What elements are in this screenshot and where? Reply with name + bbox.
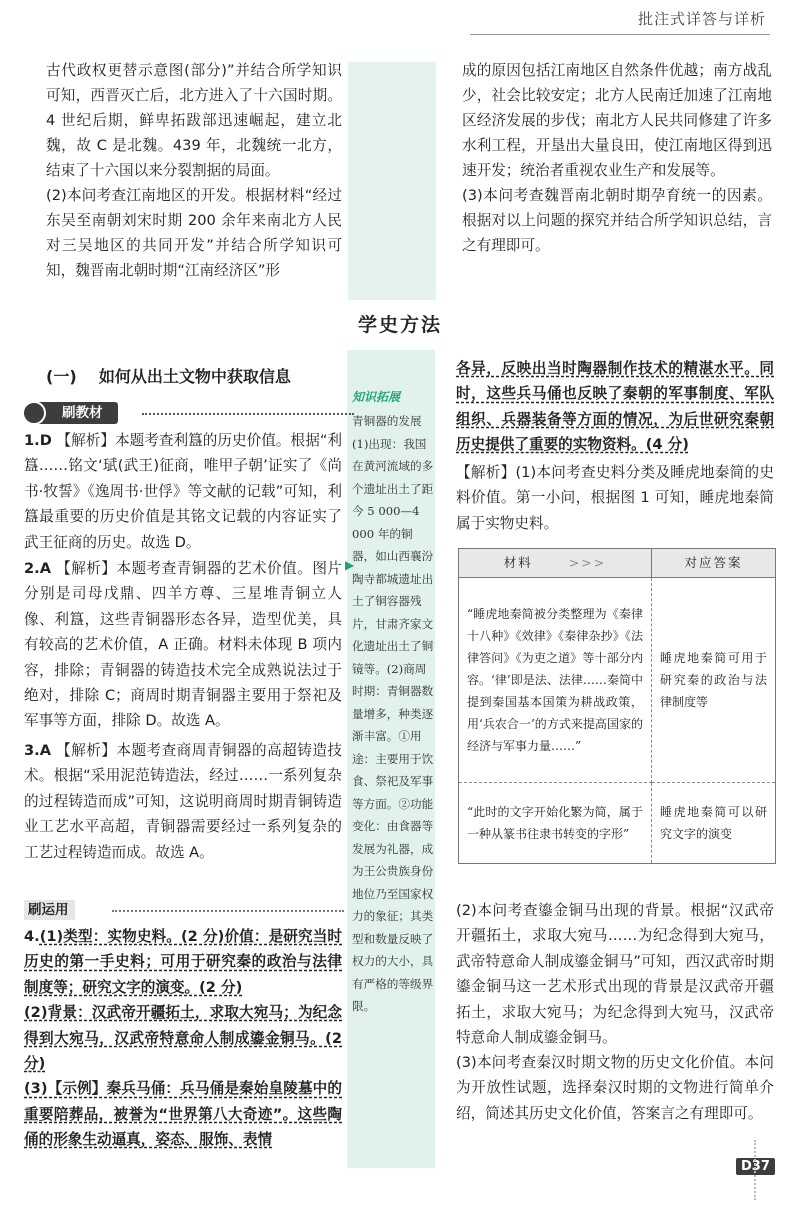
analysis-tag: 【解析】	[56, 742, 117, 759]
answer-text: 本题考查青铜器的艺术价值。图片分别是司母戊鼎、四羊方尊、三星堆青铜立人像、利簋，这些青铜器形态各异，造型优美，具有较高的艺术价值，A 正确。材料未体现 B 项内容，排除；青铜器的铸造技术完全成熟说法过于绝对，排除 C；商周时期青铜器主要用于祭祀及军事等方面，排除 D。故选 A。	[24, 560, 342, 730]
page-header: 批注式详答与详析	[637, 10, 766, 28]
answer-part-2: (2)背景：汉武帝开疆拓土，求取大宛马；为纪念得到大宛马，汉武帝特意命人制成鎏金铜马。(2 分)	[24, 1004, 342, 1073]
answer-number: 1.	[24, 432, 40, 449]
answer-number: 4.	[24, 928, 40, 945]
dotted-divider	[142, 413, 354, 415]
material-table	[458, 548, 776, 864]
badge-label: 刷教材	[36, 402, 118, 424]
analysis-tag: 【解析】	[56, 560, 117, 577]
section-title: 学史方法	[357, 314, 442, 336]
section-badge-2: 刷运用	[24, 900, 75, 920]
answer-letter: A	[39, 742, 51, 759]
top-right-column	[462, 58, 772, 258]
table-header-row	[459, 549, 776, 578]
answer-letter: A	[39, 560, 51, 577]
answer-text: 本题考查利簋的历史价值。根据“利簋……铭文‘珷(武王)征商，唯甲子朝’证实了《尚书·牧誓》《逸周书·世俘》等文献的记载”可知，利簋最重要的历史价值是其铭文记载的内容证实了武王征商的历史。故选 D。	[24, 432, 343, 551]
answer-text: 本题考查商周青铜器的高超铸造技术。根据“采用泥范铸造法，经过……一系列复杂的过程铸造而成”可知，这说明商周时期青铜铸造业工艺水平高超，青铜器需要经过一系列复杂的工艺过程铸造而成。故选 A。	[24, 742, 342, 861]
analysis-tag: 【解析】	[56, 432, 116, 449]
paragraph: (2)本问考查江南地区的开发。根据材料“经过东吴至南朝刘宋时期 200 余年来南北方人民对三吴地区的共同开发”并结合所学知识可知，魏晋南北朝时期“江南经济区”形	[46, 187, 342, 279]
sidebar-text: 青铜器的发展(1)出现：我国在黄河流域的多个遗址出土了距今 5 000—4 000 年的铜器，如山西襄汾陶寺都城遗址出土了铜容器残片，甘肃齐家文化遗址出土了铜镜等。(2)商周时期：青铜器数量增多，种类逐渐丰富。①用途：主要用于饮食、祭祀及军事等方面。②功能变化：由食器等发展为礼器，成为王公贵族身份地位乃至国家权力的象征；其类型和数量反映了权力的大小，具有严格的等级界限。	[352, 414, 434, 1013]
table-row	[459, 783, 776, 864]
answer-number: 3.	[24, 742, 40, 759]
answer-part-1: (1)类型：实物史料。(2 分)价值：是研究当时历史的第一手史料；可用于研究秦的政治与法律制度等；研究文字的演变。(2 分)	[24, 928, 342, 996]
topic-title: 如何从出土文物中获取信息	[98, 367, 291, 386]
analysis-paragraph-2: (2)本问考查鎏金铜马出现的背景。根据“汉武帝开疆拓土，求取大宛马……为纪念得到大宛马，武帝特意命人制成鎏金铜马”可知，西汉武帝时期鎏金铜马这一艺术形式出现的背景是汉武帝开疆拓土，求取大宛马；为纪念得到大宛马，汉武帝特意命人制成鎏金铜马。	[456, 902, 775, 1047]
badge-circle-icon	[22, 401, 46, 425]
paragraph: 成的原因包括江南地区自然条件优越；南方战乱少，社会比较安定；北方人民南迁加速了江南地区经济发展的步伐；南北方人民共同修建了许多水利工程，开垦出大量良田，使江南地区得到迅速开发；统治者重视农业生产和发展等。	[462, 62, 772, 179]
paragraph: (3)本问考查魏晋南北朝时期孕育统一的因素。根据对以上问题的探究并结合所学知识总结，言之有理即可。	[462, 187, 772, 254]
header-rule	[470, 34, 770, 35]
section-badge	[22, 401, 140, 425]
top-left-column	[46, 58, 342, 283]
answer-4	[24, 924, 342, 1153]
answer-part-3: (3)【示例】秦兵马俑：兵马俑是秦始皇陵墓中的重要陪葬品，被誉为“世界第八大奇迹”。这些陶俑的形象生动逼真，姿态、服饰、表情	[24, 1080, 342, 1149]
arrows-icon: >>>	[568, 555, 607, 570]
header-label: 材料	[503, 555, 533, 570]
table-cell: 睡虎地秦简可以研究文字的演变	[652, 783, 776, 864]
answer-1	[24, 428, 342, 555]
edge-decoration	[754, 1140, 786, 1200]
table-header-material	[459, 549, 652, 578]
dotted-divider	[112, 910, 344, 912]
table-cell: “此时的文字开始化繁为简，属于一种从篆书往隶书转变的字形”	[459, 783, 652, 864]
sidebar-tag: 知识拓展	[352, 390, 401, 404]
table-row	[459, 578, 776, 783]
table-cell: 睡虎地秦简可用于研究秦的政治与法律制度等	[652, 578, 776, 783]
analysis-paragraph: 【解析】(1)本问考查史料分类及睡虎地秦简的史料价值。第一小问，根据图 1 可知，睡虎地秦简属于实物史料。	[456, 464, 774, 532]
table-cell: “睡虎地秦简被分类整理为《秦律十八种》《效律》《秦律杂抄》《法律答问》《为吏之道》等十部分内容。‘律’即是法、法律……秦简中提到秦国基本国策为耕战政策，用‘兵农合一’的方式来提高国家的经济与军事力量……”	[459, 578, 652, 783]
table-header-answer: 对应答案	[652, 549, 776, 578]
topic-number: (一)	[46, 367, 77, 386]
answer-letter: D	[39, 432, 52, 449]
answer-2	[24, 556, 342, 734]
answer-3	[24, 738, 342, 865]
page-number: D37	[736, 1158, 775, 1175]
answer-4-continued: 各异，反映出当时陶器制作技术的精湛水平。同时，这些兵马俑也反映了秦朝的军事制度、军队组织、兵器装备等方面的情况，为后世研究秦朝历史提供了重要的实物资料。(4 分)	[456, 360, 774, 454]
sidebar-strip-top	[348, 62, 436, 300]
analysis-paragraph-3: (3)本问考查秦汉时期文物的历史文化价值。本问为开放性试题，选择秦汉时期的文物进行简单介绍，简述其历史文化价值，答案言之有理即可。	[456, 1054, 774, 1122]
paragraph: 古代政权更替示意图(部分)”并结合所学知识可知，西晋灭亡后，北方进入了十六国时期。4 世纪后期，鲜卑拓跋部迅速崛起，建立北魏，故 C 是北魏。439 年，北魏统一北方，结束了十六国以来分裂割据的局面。	[46, 62, 342, 179]
topic-heading	[46, 364, 291, 387]
answer-number: 2.	[24, 560, 40, 577]
sidebar-arrow-icon: ▶	[345, 558, 355, 572]
